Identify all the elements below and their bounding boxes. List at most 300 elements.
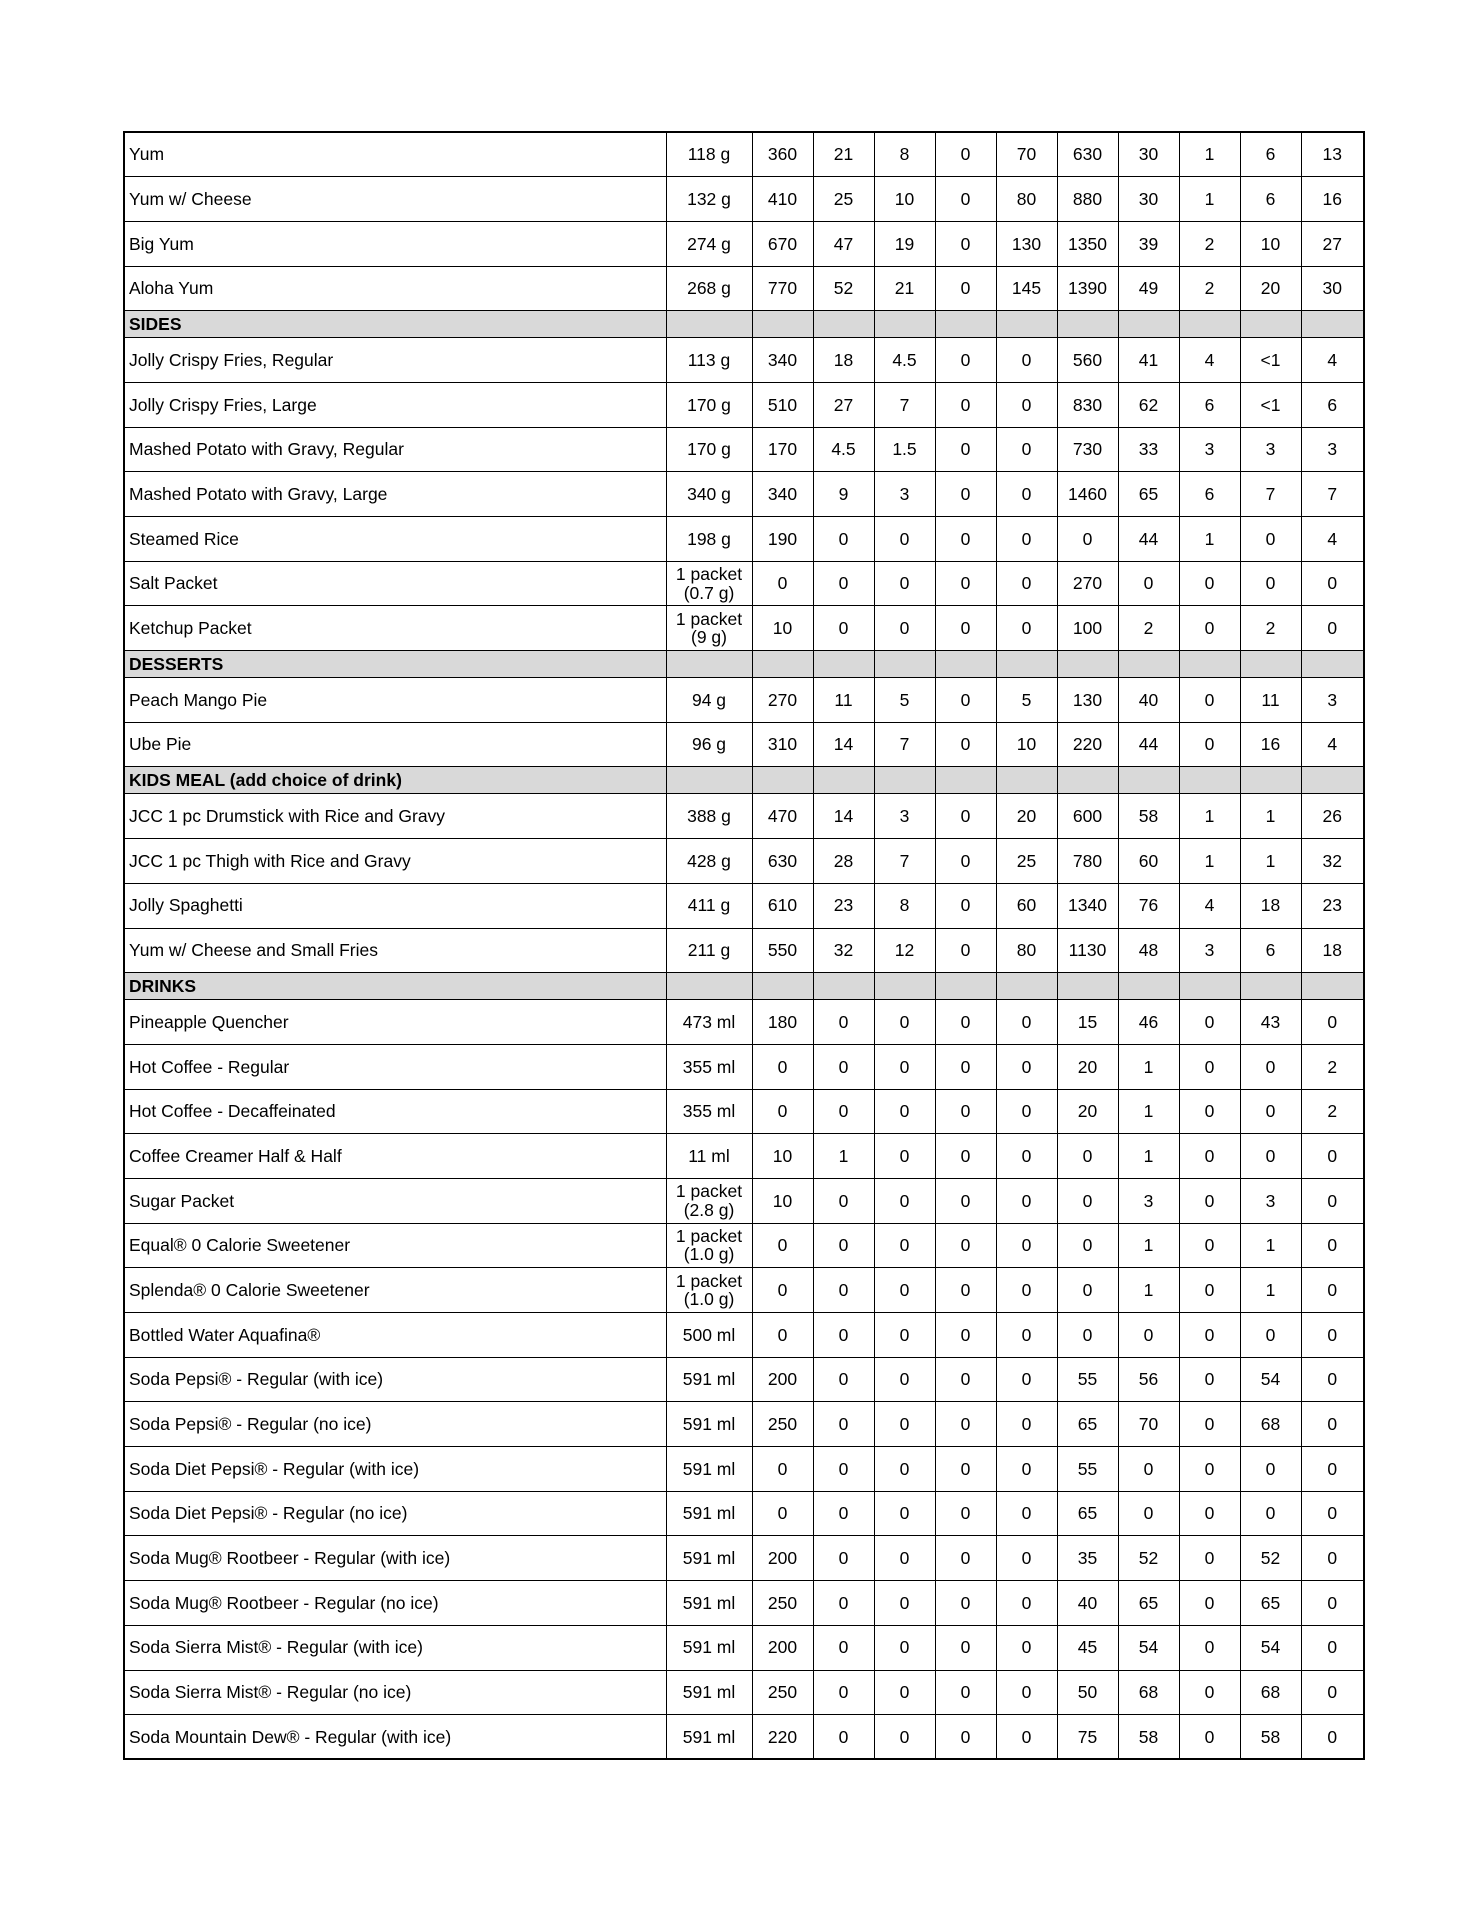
item-name: Yum w/ Cheese and Small Fries (124, 928, 666, 973)
nutrient-value-cell: 0 (1057, 1134, 1118, 1179)
nutrient-value-cell: 0 (813, 606, 874, 651)
section-empty-cell (1179, 767, 1240, 794)
serving-size-cell: 170 g (666, 427, 752, 472)
nutrient-value-cell: 65 (1240, 1581, 1301, 1626)
item-name: Yum w/ Cheese (124, 177, 666, 222)
section-empty-cell (1240, 767, 1301, 794)
nutrient-value-cell: 0 (996, 1357, 1057, 1402)
serving-size-cell: 198 g (666, 517, 752, 562)
serving-size-cell: 132 g (666, 177, 752, 222)
nutrient-value-cell: 0 (874, 561, 935, 606)
section-empty-cell (935, 767, 996, 794)
nutrient-value-cell: 58 (1240, 1715, 1301, 1760)
nutrient-value-cell: 0 (1057, 1223, 1118, 1268)
nutrient-value-cell: 32 (1301, 839, 1364, 884)
nutrient-value-cell: 0 (935, 517, 996, 562)
nutrient-value-cell: 0 (935, 883, 996, 928)
nutrient-value-cell: 19 (874, 221, 935, 266)
nutrient-value-cell: 0 (874, 1000, 935, 1045)
section-header-row (124, 651, 1364, 678)
section-empty-cell (752, 973, 813, 1000)
nutrient-value-cell: 0 (996, 1223, 1057, 1268)
serving-size-cell: 11 ml (666, 1134, 752, 1179)
nutrient-value-cell: 630 (1057, 132, 1118, 177)
section-empty-cell (935, 651, 996, 678)
nutrient-value-cell: 1 (1179, 177, 1240, 222)
nutrient-value-cell: 10 (1240, 221, 1301, 266)
nutrient-value-cell: 270 (752, 678, 813, 723)
item-name: Soda Mug® Rootbeer - Regular (no ice) (124, 1581, 666, 1626)
section-header-row (124, 311, 1364, 338)
nutrient-value-cell: 0 (996, 517, 1057, 562)
section-empty-cell (1057, 767, 1118, 794)
nutrient-value-cell: 0 (1179, 1402, 1240, 1447)
nutrient-value-cell: 0 (1301, 1402, 1364, 1447)
nutrient-value-cell: 145 (996, 266, 1057, 311)
serving-size-cell: 591 ml (666, 1447, 752, 1492)
nutrient-value-cell: 0 (813, 517, 874, 562)
nutrient-value-cell: 52 (1118, 1536, 1179, 1581)
nutrient-value-cell: 2 (1179, 221, 1240, 266)
nutrient-value-cell: 1340 (1057, 883, 1118, 928)
nutrient-value-cell: 0 (1179, 1670, 1240, 1715)
nutrient-value-cell: 0 (1301, 1581, 1364, 1626)
nutrient-value-cell: 0 (1118, 1447, 1179, 1492)
nutrient-value-cell: 8 (874, 883, 935, 928)
nutrient-value-cell: 0 (752, 1491, 813, 1536)
nutrient-value-cell: 0 (1057, 1268, 1118, 1313)
nutrient-value-cell: 0 (1057, 1178, 1118, 1223)
item-name: JCC 1 pc Drumstick with Rice and Gravy (124, 794, 666, 839)
nutrient-value-cell: 0 (813, 1491, 874, 1536)
nutrient-value-cell: 670 (752, 221, 813, 266)
nutrient-value-cell: 1 (1179, 132, 1240, 177)
nutrient-value-cell: 360 (752, 132, 813, 177)
nutrient-value-cell: 80 (996, 928, 1057, 973)
nutrient-value-cell: 1350 (1057, 221, 1118, 266)
nutrient-value-cell: 0 (935, 266, 996, 311)
table-row (124, 1357, 1364, 1402)
nutrient-value-cell: 0 (935, 561, 996, 606)
nutrient-value-cell: 0 (752, 1223, 813, 1268)
nutrient-value-cell: 0 (1301, 606, 1364, 651)
table-row (124, 472, 1364, 517)
item-name: Soda Mug® Rootbeer - Regular (with ice) (124, 1536, 666, 1581)
table-row (124, 1134, 1364, 1179)
section-empty-cell (874, 973, 935, 1000)
nutrient-value-cell: 0 (996, 1447, 1057, 1492)
nutrient-value-cell: 0 (874, 1670, 935, 1715)
serving-size-cell: 355 ml (666, 1089, 752, 1134)
item-name: Soda Pepsi® - Regular (with ice) (124, 1357, 666, 1402)
item-name: Soda Pepsi® - Regular (no ice) (124, 1402, 666, 1447)
nutrient-value-cell: 21 (813, 132, 874, 177)
table-row (124, 221, 1364, 266)
nutrient-value-cell: 65 (1118, 472, 1179, 517)
nutrient-value-cell: 52 (1240, 1536, 1301, 1581)
serving-size-cell: 211 g (666, 928, 752, 973)
nutrient-value-cell: 65 (1118, 1581, 1179, 1626)
nutrient-value-cell: 4 (1179, 883, 1240, 928)
nutrient-value-cell: 44 (1118, 722, 1179, 767)
section-empty-cell (874, 651, 935, 678)
nutrient-value-cell: 56 (1118, 1357, 1179, 1402)
nutrient-value-cell: 0 (1179, 1625, 1240, 1670)
nutrient-value-cell: 23 (1301, 883, 1364, 928)
nutrient-value-cell: 0 (752, 1447, 813, 1492)
nutrient-value-cell: 0 (1179, 1491, 1240, 1536)
nutrient-value-cell: 0 (1301, 1357, 1364, 1402)
nutrient-value-cell: 0 (1240, 1044, 1301, 1089)
nutrient-value-cell: 4 (1301, 338, 1364, 383)
nutrient-value-cell: 0 (874, 517, 935, 562)
nutrient-value-cell: 80 (996, 177, 1057, 222)
nutrient-value-cell: 0 (874, 1178, 935, 1223)
nutrient-value-cell: 6 (1240, 928, 1301, 973)
nutrient-value-cell: 0 (1301, 561, 1364, 606)
item-name: Coffee Creamer Half & Half (124, 1134, 666, 1179)
nutrient-value-cell: 0 (996, 1268, 1057, 1313)
nutrient-value-cell: 1.5 (874, 427, 935, 472)
nutrient-value-cell: 0 (874, 606, 935, 651)
nutrient-value-cell: 0 (996, 561, 1057, 606)
nutrient-value-cell: 0 (874, 1715, 935, 1760)
nutrient-value-cell: 27 (1301, 221, 1364, 266)
nutrient-value-cell: 0 (813, 1581, 874, 1626)
nutrient-value-cell: 0 (1179, 1223, 1240, 1268)
nutrient-value-cell: 270 (1057, 561, 1118, 606)
nutrient-value-cell: 130 (1057, 678, 1118, 723)
nutrient-value-cell: 1 (1118, 1134, 1179, 1179)
nutrient-value-cell: 0 (1179, 1447, 1240, 1492)
nutrient-value-cell: 4.5 (813, 427, 874, 472)
nutrient-value-cell: 20 (996, 794, 1057, 839)
nutrient-value-cell: 200 (752, 1536, 813, 1581)
nutrient-value-cell: 0 (1301, 1715, 1364, 1760)
table-row (124, 382, 1364, 427)
nutrient-value-cell: 1 (1179, 517, 1240, 562)
nutrient-value-cell: 4 (1301, 722, 1364, 767)
nutrient-value-cell: 62 (1118, 382, 1179, 427)
nutrient-value-cell: 0 (874, 1268, 935, 1313)
nutrient-value-cell: 0 (935, 1134, 996, 1179)
item-name: Mashed Potato with Gravy, Regular (124, 427, 666, 472)
section-empty-cell (935, 973, 996, 1000)
nutrient-value-cell: 0 (1301, 1268, 1364, 1313)
section-empty-cell (1301, 651, 1364, 678)
section-title: DRINKS (124, 973, 666, 1000)
nutrient-value-cell: 0 (813, 1402, 874, 1447)
nutrient-value-cell: 0 (935, 1581, 996, 1626)
nutrient-value-cell: 630 (752, 839, 813, 884)
serving-size-cell: 340 g (666, 472, 752, 517)
serving-size-cell: 411 g (666, 883, 752, 928)
nutrient-value-cell: 250 (752, 1581, 813, 1626)
nutrient-value-cell: 170 (752, 427, 813, 472)
nutrient-value-cell: 32 (813, 928, 874, 973)
table-row (124, 1268, 1364, 1313)
nutrient-value-cell: 0 (1240, 1491, 1301, 1536)
nutrient-value-cell: 0 (1118, 561, 1179, 606)
nutrient-value-cell: 3 (1179, 928, 1240, 973)
nutrient-value-cell: 0 (1179, 1581, 1240, 1626)
nutrient-value-cell: 16 (1240, 722, 1301, 767)
nutrient-value-cell: 45 (1057, 1625, 1118, 1670)
nutrient-value-cell: 3 (1301, 427, 1364, 472)
nutrient-value-cell: 0 (813, 1625, 874, 1670)
table-row (124, 1402, 1364, 1447)
item-name: Ube Pie (124, 722, 666, 767)
nutrient-value-cell: 10 (996, 722, 1057, 767)
table-row (124, 1000, 1364, 1045)
nutrient-value-cell: 0 (874, 1089, 935, 1134)
nutrient-value-cell: 1 (1240, 1223, 1301, 1268)
nutrient-value-cell: 0 (1179, 1313, 1240, 1358)
section-empty-cell (752, 311, 813, 338)
nutrient-value-cell: 0 (935, 177, 996, 222)
nutrient-value-cell: 10 (874, 177, 935, 222)
nutrient-value-cell: 40 (1118, 678, 1179, 723)
nutrient-value-cell: 1 (1179, 839, 1240, 884)
nutrient-value-cell: 54 (1240, 1625, 1301, 1670)
nutrient-value-cell: 0 (935, 338, 996, 383)
nutrient-value-cell: 10 (752, 606, 813, 651)
item-name: Hot Coffee - Regular (124, 1044, 666, 1089)
nutrient-value-cell: 340 (752, 338, 813, 383)
nutrient-value-cell: 0 (1301, 1536, 1364, 1581)
serving-size-cell: 118 g (666, 132, 752, 177)
nutrient-value-cell: 0 (1301, 1223, 1364, 1268)
item-name: Ketchup Packet (124, 606, 666, 651)
section-empty-cell (996, 651, 1057, 678)
serving-size-cell: 591 ml (666, 1715, 752, 1760)
item-name: Soda Mountain Dew® - Regular (with ice) (124, 1715, 666, 1760)
serving-size-cell: 591 ml (666, 1536, 752, 1581)
section-header-row (124, 767, 1364, 794)
nutrient-value-cell: 39 (1118, 221, 1179, 266)
nutrient-value-cell: 14 (813, 722, 874, 767)
section-empty-cell (1301, 311, 1364, 338)
nutrient-value-cell: 510 (752, 382, 813, 427)
section-empty-cell (1057, 651, 1118, 678)
nutrient-value-cell: 0 (1240, 561, 1301, 606)
item-name: Bottled Water Aquafina® (124, 1313, 666, 1358)
nutrient-value-cell: 7 (874, 382, 935, 427)
serving-size-cell: 1 packet (0.7 g) (666, 561, 752, 606)
nutrient-value-cell: 410 (752, 177, 813, 222)
nutrient-value-cell: 6 (1179, 472, 1240, 517)
section-empty-cell (996, 311, 1057, 338)
serving-size-cell: 591 ml (666, 1357, 752, 1402)
serving-size-cell: 591 ml (666, 1581, 752, 1626)
serving-size-cell: 591 ml (666, 1491, 752, 1536)
nutrient-value-cell: 0 (935, 132, 996, 177)
nutrient-value-cell: 310 (752, 722, 813, 767)
nutrient-value-cell: 7 (1301, 472, 1364, 517)
nutrient-value-cell: 100 (1057, 606, 1118, 651)
nutrient-value-cell: 0 (752, 561, 813, 606)
nutrient-value-cell: 0 (874, 1625, 935, 1670)
nutrient-value-cell: 0 (935, 1223, 996, 1268)
section-empty-cell (935, 311, 996, 338)
serving-size-cell: 355 ml (666, 1044, 752, 1089)
section-empty-cell (1118, 311, 1179, 338)
nutrient-value-cell: 250 (752, 1402, 813, 1447)
nutrient-value-cell: 200 (752, 1625, 813, 1670)
table-row (124, 678, 1364, 723)
nutrient-value-cell: 0 (996, 1402, 1057, 1447)
nutrient-value-cell: 0 (935, 1670, 996, 1715)
nutrient-value-cell: 23 (813, 883, 874, 928)
serving-size-cell: 1 packet (2.8 g) (666, 1178, 752, 1223)
nutrient-value-cell: 6 (1240, 132, 1301, 177)
nutrient-value-cell: 27 (813, 382, 874, 427)
nutrient-value-cell: 0 (935, 1491, 996, 1536)
item-name: Aloha Yum (124, 266, 666, 311)
nutrient-value-cell: 0 (1179, 678, 1240, 723)
nutrient-value-cell: 14 (813, 794, 874, 839)
nutrient-value-cell: 3 (1301, 678, 1364, 723)
nutrient-value-cell: 68 (1240, 1670, 1301, 1715)
nutrient-value-cell: 0 (813, 1044, 874, 1089)
nutrient-value-cell: 11 (813, 678, 874, 723)
item-name: Mashed Potato with Gravy, Large (124, 472, 666, 517)
nutrient-value-cell: 0 (935, 1357, 996, 1402)
nutrient-value-cell: 0 (996, 1491, 1057, 1536)
nutrient-value-cell: 7 (874, 722, 935, 767)
serving-size-cell: 170 g (666, 382, 752, 427)
section-empty-cell (666, 311, 752, 338)
nutrient-value-cell: 6 (1240, 177, 1301, 222)
nutrient-value-cell: 52 (813, 266, 874, 311)
nutrient-value-cell: 2 (1118, 606, 1179, 651)
nutrient-value-cell: 0 (1179, 1715, 1240, 1760)
nutrient-value-cell: 0 (1179, 1000, 1240, 1045)
nutrient-value-cell: 49 (1118, 266, 1179, 311)
nutrient-value-cell: 11 (1240, 678, 1301, 723)
serving-size-cell: 473 ml (666, 1000, 752, 1045)
nutrient-value-cell: 0 (1240, 517, 1301, 562)
nutrient-value-cell: 55 (1057, 1447, 1118, 1492)
nutrient-value-cell: 0 (1118, 1491, 1179, 1536)
nutrient-value-cell: 43 (1240, 1000, 1301, 1045)
table-row (124, 1447, 1364, 1492)
item-name: Soda Diet Pepsi® - Regular (no ice) (124, 1491, 666, 1536)
nutrient-value-cell: 0 (813, 1715, 874, 1760)
nutrient-value-cell: 48 (1118, 928, 1179, 973)
nutrient-value-cell: 30 (1118, 177, 1179, 222)
serving-size-cell: 96 g (666, 722, 752, 767)
nutrient-value-cell: 2 (1240, 606, 1301, 651)
item-name: Peach Mango Pie (124, 678, 666, 723)
section-empty-cell (996, 767, 1057, 794)
nutrient-value-cell: 0 (813, 1178, 874, 1223)
nutrient-value-cell: 880 (1057, 177, 1118, 222)
nutrient-value-cell: 0 (1301, 1670, 1364, 1715)
nutrient-value-cell: 33 (1118, 427, 1179, 472)
item-name: Soda Sierra Mist® - Regular (with ice) (124, 1625, 666, 1670)
nutrient-value-cell: 1 (1118, 1044, 1179, 1089)
nutrient-value-cell: 0 (874, 1491, 935, 1536)
nutrient-value-cell: 6 (1179, 382, 1240, 427)
nutrient-value-cell: 28 (813, 839, 874, 884)
nutrient-value-cell: 250 (752, 1670, 813, 1715)
nutrient-value-cell: 0 (813, 1536, 874, 1581)
nutrient-value-cell: 20 (1240, 266, 1301, 311)
table-row (124, 1491, 1364, 1536)
nutrient-value-cell: 18 (1301, 928, 1364, 973)
nutrient-value-cell: 0 (813, 1000, 874, 1045)
nutrient-value-cell: 770 (752, 266, 813, 311)
nutrient-value-cell: 0 (1240, 1313, 1301, 1358)
nutrient-value-cell: 0 (996, 1536, 1057, 1581)
nutrient-value-cell: 220 (1057, 722, 1118, 767)
nutrient-value-cell: 0 (813, 1357, 874, 1402)
table-row (124, 1089, 1364, 1134)
nutrient-value-cell: 4.5 (874, 338, 935, 383)
serving-size-cell: 591 ml (666, 1625, 752, 1670)
item-name: Equal® 0 Calorie Sweetener (124, 1223, 666, 1268)
nutrient-value-cell: 0 (1179, 722, 1240, 767)
nutrient-value-cell: 30 (1301, 266, 1364, 311)
nutrient-value-cell: 0 (874, 1313, 935, 1358)
nutrient-value-cell: 47 (813, 221, 874, 266)
serving-size-cell: 500 ml (666, 1313, 752, 1358)
section-empty-cell (1179, 973, 1240, 1000)
nutrient-value-cell: 6 (1301, 382, 1364, 427)
item-name: Big Yum (124, 221, 666, 266)
nutrient-value-cell: 0 (1057, 1313, 1118, 1358)
nutrient-value-cell: 550 (752, 928, 813, 973)
serving-size-cell: 591 ml (666, 1670, 752, 1715)
nutrient-value-cell: 0 (996, 606, 1057, 651)
nutrient-value-cell: 0 (935, 1536, 996, 1581)
nutrient-value-cell: 0 (996, 427, 1057, 472)
nutrient-value-cell: 5 (874, 678, 935, 723)
nutrient-value-cell: 0 (935, 794, 996, 839)
section-empty-cell (813, 311, 874, 338)
table-row (124, 722, 1364, 767)
section-empty-cell (1179, 651, 1240, 678)
nutrient-value-cell: 10 (752, 1134, 813, 1179)
nutrient-value-cell: 0 (935, 1178, 996, 1223)
section-empty-cell (1118, 767, 1179, 794)
nutrient-value-cell: 0 (874, 1402, 935, 1447)
nutrient-value-cell: 54 (1240, 1357, 1301, 1402)
nutrient-value-cell: 58 (1118, 794, 1179, 839)
nutrient-value-cell: 1390 (1057, 266, 1118, 311)
table-row (124, 1715, 1364, 1760)
serving-size-cell: 1 packet (1.0 g) (666, 1223, 752, 1268)
nutrient-value-cell: 1130 (1057, 928, 1118, 973)
section-title: DESSERTS (124, 651, 666, 678)
item-name: Splenda® 0 Calorie Sweetener (124, 1268, 666, 1313)
nutrient-value-cell: 0 (996, 1715, 1057, 1760)
item-name: Yum (124, 132, 666, 177)
nutrient-value-cell: 0 (874, 1223, 935, 1268)
nutrient-value-cell: 0 (996, 1089, 1057, 1134)
nutrient-value-cell: 3 (874, 472, 935, 517)
table-row (124, 1670, 1364, 1715)
nutrient-value-cell: 40 (1057, 1581, 1118, 1626)
nutrient-value-cell: 830 (1057, 382, 1118, 427)
nutrient-value-cell: 130 (996, 221, 1057, 266)
table-row (124, 1223, 1364, 1268)
nutrient-value-cell: 20 (1057, 1089, 1118, 1134)
section-empty-cell (666, 651, 752, 678)
nutrient-value-cell: 220 (752, 1715, 813, 1760)
nutrient-value-cell: 25 (813, 177, 874, 222)
